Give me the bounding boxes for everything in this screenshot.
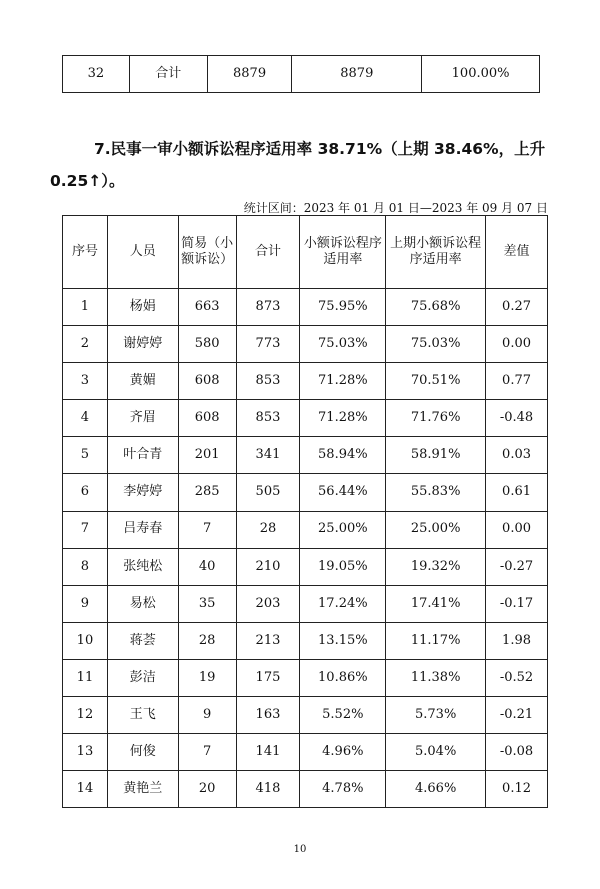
cell-diff: 1.98 <box>486 622 548 659</box>
cell-rate: 25.00% <box>300 511 386 548</box>
cell-simple: 608 <box>178 363 236 400</box>
header-rate: 小额诉讼程序适用率 <box>300 216 386 289</box>
table-row <box>63 363 548 400</box>
cell-index: 13 <box>63 734 108 771</box>
cell-total: 175 <box>236 659 300 696</box>
cell-simple: 9 <box>178 697 236 734</box>
table-row <box>63 622 548 659</box>
cell-rate: 13.15% <box>300 622 386 659</box>
cell-prev-rate: 71.76% <box>386 400 486 437</box>
cell-simple: 19 <box>178 659 236 696</box>
cell-index: 12 <box>63 697 108 734</box>
cell-total: 213 <box>236 622 300 659</box>
cell-rate: 75.95% <box>300 289 386 326</box>
cell-rate: 75.03% <box>300 326 386 363</box>
header-prev-rate: 上期小额诉讼程序适用率 <box>386 216 486 289</box>
table-row <box>63 400 548 437</box>
cell-person: 何俊 <box>107 734 178 771</box>
cell-prev-rate: 11.17% <box>386 622 486 659</box>
cell-index: 11 <box>63 659 108 696</box>
cell-simple: 7 <box>178 734 236 771</box>
cell-rate: 19.05% <box>300 548 386 585</box>
cell-diff: -0.52 <box>486 659 548 696</box>
cell-diff: -0.27 <box>486 548 548 585</box>
total-simple-count: 8879 <box>207 56 292 93</box>
cell-diff: 0.77 <box>486 363 548 400</box>
cell-person: 杨娟 <box>107 289 178 326</box>
cell-total: 141 <box>236 734 300 771</box>
header-person: 人员 <box>107 216 178 289</box>
page-number: 10 <box>293 844 307 855</box>
cell-diff: -0.21 <box>486 697 548 734</box>
header-index: 序号 <box>63 216 108 289</box>
table-row <box>63 437 548 474</box>
cell-total: 163 <box>236 697 300 734</box>
cell-simple: 7 <box>178 511 236 548</box>
cell-prev-rate: 17.41% <box>386 585 486 622</box>
table-row <box>63 585 548 622</box>
total-count: 8879 <box>292 56 422 93</box>
table-row <box>63 474 548 511</box>
cell-person: 谢婷婷 <box>107 326 178 363</box>
cell-prev-rate: 4.66% <box>386 771 486 808</box>
cell-rate: 56.44% <box>300 474 386 511</box>
table-row <box>63 697 548 734</box>
cell-total: 210 <box>236 548 300 585</box>
cell-person: 黄媚 <box>107 363 178 400</box>
cell-simple: 40 <box>178 548 236 585</box>
table-row <box>63 734 548 771</box>
table-row <box>63 511 548 548</box>
cell-prev-rate: 25.00% <box>386 511 486 548</box>
cell-person: 齐眉 <box>107 400 178 437</box>
cell-prev-rate: 11.38% <box>386 659 486 696</box>
cell-index: 8 <box>63 548 108 585</box>
cell-total: 418 <box>236 771 300 808</box>
cell-prev-rate: 75.03% <box>386 326 486 363</box>
cell-index: 9 <box>63 585 108 622</box>
header-total: 合计 <box>236 216 300 289</box>
cell-diff: -0.17 <box>486 585 548 622</box>
header-simple: 简易（小额诉讼） <box>178 216 236 289</box>
cell-prev-rate: 5.73% <box>386 697 486 734</box>
cell-person: 叶合青 <box>107 437 178 474</box>
table-row <box>63 289 548 326</box>
cell-simple: 285 <box>178 474 236 511</box>
cell-diff: 0.00 <box>486 326 548 363</box>
cell-total: 853 <box>236 400 300 437</box>
cell-rate: 10.86% <box>300 659 386 696</box>
cell-simple: 35 <box>178 585 236 622</box>
cell-index: 2 <box>63 326 108 363</box>
cell-total: 773 <box>236 326 300 363</box>
cell-simple: 663 <box>178 289 236 326</box>
cell-rate: 4.78% <box>300 771 386 808</box>
cell-total: 853 <box>236 363 300 400</box>
cell-diff: -0.48 <box>486 400 548 437</box>
cell-prev-rate: 58.91% <box>386 437 486 474</box>
cell-diff: 0.00 <box>486 511 548 548</box>
cell-simple: 201 <box>178 437 236 474</box>
table-row <box>63 548 548 585</box>
cell-total: 873 <box>236 289 300 326</box>
cell-person: 彭洁 <box>107 659 178 696</box>
cell-rate: 5.52% <box>300 697 386 734</box>
cell-index: 7 <box>63 511 108 548</box>
cell-diff: 0.12 <box>486 771 548 808</box>
cell-index: 3 <box>63 363 108 400</box>
total-index: 32 <box>63 56 130 93</box>
cell-person: 王飞 <box>107 697 178 734</box>
cell-person: 黄艳兰 <box>107 771 178 808</box>
table-row <box>63 659 548 696</box>
cell-total: 505 <box>236 474 300 511</box>
cell-total: 341 <box>236 437 300 474</box>
cell-diff: 0.03 <box>486 437 548 474</box>
cell-person: 张纯松 <box>107 548 178 585</box>
cell-diff: 0.27 <box>486 289 548 326</box>
cell-rate: 71.28% <box>300 400 386 437</box>
cell-index: 4 <box>63 400 108 437</box>
cell-person: 蒋荟 <box>107 622 178 659</box>
cell-index: 6 <box>63 474 108 511</box>
table-header-row <box>63 216 548 289</box>
cell-person: 易松 <box>107 585 178 622</box>
total-summary-table <box>62 55 540 93</box>
total-label: 合计 <box>129 56 207 93</box>
cell-rate: 4.96% <box>300 734 386 771</box>
total-row <box>63 56 540 93</box>
cell-rate: 71.28% <box>300 363 386 400</box>
cell-index: 1 <box>63 289 108 326</box>
cell-rate: 17.24% <box>300 585 386 622</box>
table-row <box>63 771 548 808</box>
cell-person: 吕寿春 <box>107 511 178 548</box>
cell-prev-rate: 70.51% <box>386 363 486 400</box>
cell-simple: 28 <box>178 622 236 659</box>
section-heading: 7.民事一审小额诉讼程序适用率 38.71%（上期 38.46%，上升 0.25↑）。 <box>50 140 546 190</box>
header-diff: 差值 <box>486 216 548 289</box>
table-row <box>63 326 548 363</box>
cell-prev-rate: 75.68% <box>386 289 486 326</box>
cell-index: 5 <box>63 437 108 474</box>
cell-total: 28 <box>236 511 300 548</box>
cell-prev-rate: 55.83% <box>386 474 486 511</box>
statistics-range: 统计区间：2023 年 01 月 01 日—2023 年 09 月 07 日 <box>243 201 548 215</box>
cell-simple: 580 <box>178 326 236 363</box>
cell-simple: 608 <box>178 400 236 437</box>
small-claims-rate-table <box>62 215 548 808</box>
cell-person: 李婷婷 <box>107 474 178 511</box>
cell-index: 10 <box>63 622 108 659</box>
cell-diff: -0.08 <box>486 734 548 771</box>
cell-diff: 0.61 <box>486 474 548 511</box>
cell-prev-rate: 5.04% <box>386 734 486 771</box>
cell-simple: 20 <box>178 771 236 808</box>
table-body <box>63 289 548 808</box>
cell-rate: 58.94% <box>300 437 386 474</box>
cell-index: 14 <box>63 771 108 808</box>
cell-prev-rate: 19.32% <box>386 548 486 585</box>
total-rate: 100.00% <box>422 56 540 93</box>
cell-total: 203 <box>236 585 300 622</box>
